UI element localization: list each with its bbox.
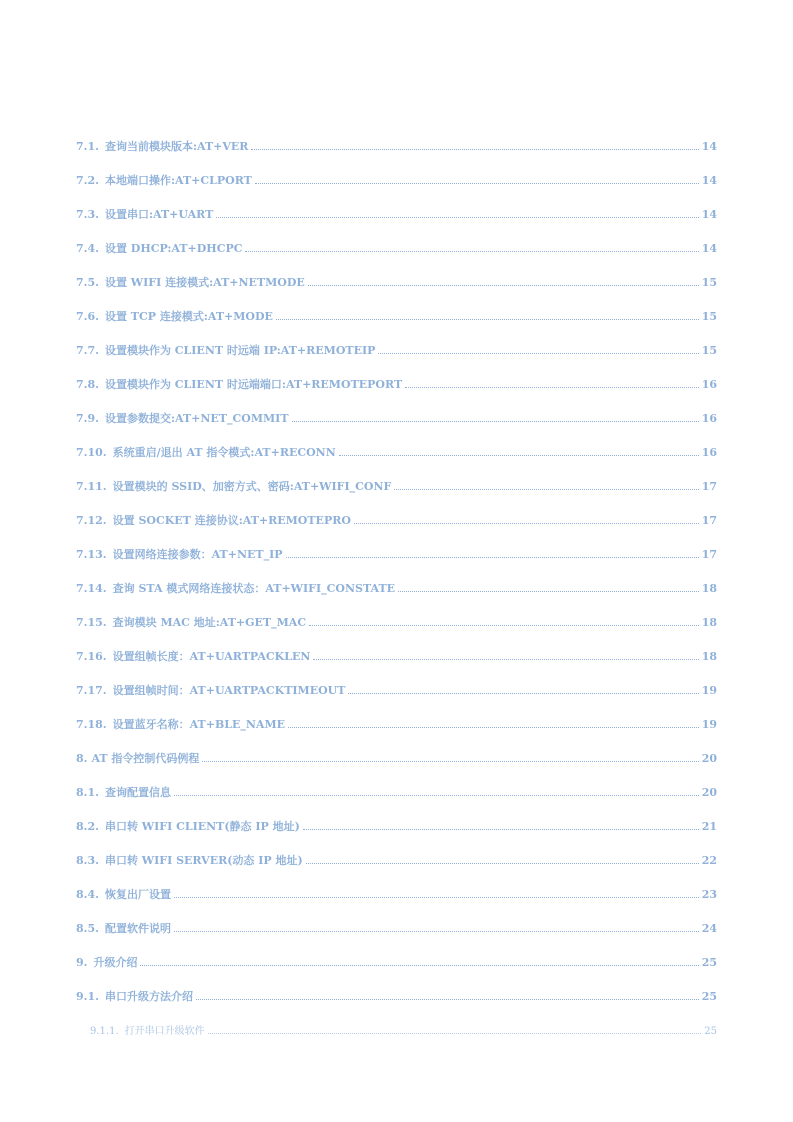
toc-entry-8-5[interactable] <box>76 920 717 936</box>
toc-entry-number: 7.16. <box>76 650 107 663</box>
toc-entry-page: 21 <box>701 820 717 833</box>
toc-entry-page: 18 <box>701 582 717 595</box>
toc-entry-title: 设置模块的 SSID、加密方式、密码:AT+WIFI_CONF <box>112 480 392 493</box>
toc-entry-7-14[interactable] <box>76 580 717 596</box>
toc-entry-7-7[interactable] <box>76 342 717 358</box>
toc-entry-page: 25 <box>701 990 717 1003</box>
toc-entry-number: 7.10. <box>76 446 107 459</box>
toc-entry-title: 打开串口升级软件 <box>124 1026 205 1037</box>
toc-entry-number: 7.11. <box>76 480 107 493</box>
dot-leader <box>398 591 699 592</box>
toc-entry-page: 24 <box>701 922 717 935</box>
toc-entry-title: 串口转 WIFI SERVER(动态 IP 地址) <box>104 854 303 867</box>
toc-entry-title: AT 指令控制代码例程 <box>91 752 200 765</box>
dot-leader <box>308 285 699 286</box>
toc-entry-page: 17 <box>701 548 717 561</box>
toc-entry-page: 16 <box>701 446 717 459</box>
toc-entry-8-4[interactable] <box>76 886 717 902</box>
toc-entry-title: 查询当前模块版本:AT+VER <box>104 140 249 153</box>
toc-entry-title: 查询配置信息 <box>104 786 171 799</box>
dot-leader <box>208 1033 702 1034</box>
toc-entry-title: 系统重启/退出 AT 指令模式:AT+RECONN <box>112 446 336 459</box>
dot-leader <box>303 829 699 830</box>
toc-entry-9-1-1[interactable] <box>90 1022 717 1037</box>
toc-entry-7-9[interactable] <box>76 410 717 426</box>
toc-entry-number: 7.6. <box>76 310 99 323</box>
toc-entry-number: 7.13. <box>76 548 107 561</box>
toc-entry-title: 设置 DHCP:AT+DHCPC <box>104 242 243 255</box>
toc-entry-7-11[interactable] <box>76 478 717 494</box>
toc-entry-page: 14 <box>701 208 717 221</box>
toc-entry-7-15[interactable] <box>76 614 717 630</box>
toc-entry-7-8[interactable] <box>76 376 717 392</box>
toc-entry-number: 8.5. <box>76 922 99 935</box>
toc-entry-page: 20 <box>701 786 717 799</box>
toc-entry-title: 设置网络连接参数：AT+NET_IP <box>112 548 283 561</box>
toc-entry-page: 14 <box>701 242 717 255</box>
dot-leader <box>202 761 698 762</box>
toc-entry-8-3[interactable] <box>76 852 717 868</box>
toc-entry-8-2[interactable] <box>76 818 717 834</box>
toc-entry-page: 17 <box>701 514 717 527</box>
toc-entry-number: 7.4. <box>76 242 99 255</box>
toc-entry-page: 17 <box>701 480 717 493</box>
toc-entry-number: 7.17. <box>76 684 107 697</box>
toc-entry-number: 7.3. <box>76 208 99 221</box>
toc-entry-title: 设置参数提交:AT+NET_COMMIT <box>104 412 289 425</box>
toc-entry-page: 15 <box>701 276 717 289</box>
toc-entry-title: 设置 TCP 连接模式:AT+MODE <box>104 310 273 323</box>
toc-entry-7-18[interactable] <box>76 716 717 732</box>
toc-entry-page: 19 <box>701 684 717 697</box>
toc-entry-title: 设置组帧时间：AT+UARTPACKTIMEOUT <box>112 684 346 697</box>
dot-leader <box>286 557 699 558</box>
toc-entry-7-16[interactable] <box>76 648 717 664</box>
toc-entry-8-1[interactable] <box>76 784 717 800</box>
toc-entry-9[interactable] <box>76 954 717 970</box>
toc-entry-page: 19 <box>701 718 717 731</box>
toc-entry-number: 7.2. <box>76 174 99 187</box>
toc-entry-number: 8.4. <box>76 888 99 901</box>
toc-entry-number: 7.7. <box>76 344 99 357</box>
dot-leader <box>339 455 699 456</box>
dot-leader <box>394 489 698 490</box>
toc-entry-8[interactable] <box>76 750 717 766</box>
toc-entry-number: 7.18. <box>76 718 107 731</box>
toc-entry-number: 7.12. <box>76 514 107 527</box>
dot-leader <box>309 625 699 626</box>
toc-entry-page: 18 <box>701 650 717 663</box>
toc-entry-title: 本地端口操作:AT+CLPORT <box>104 174 252 187</box>
toc-entry-7-17[interactable] <box>76 682 717 698</box>
toc-entry-number: 9.1. <box>76 990 99 1003</box>
dot-leader <box>276 319 699 320</box>
toc-entry-number: 9.1.1. <box>90 1026 119 1037</box>
dot-leader <box>245 251 698 252</box>
toc-entry-page: 22 <box>701 854 717 867</box>
toc-entry-number: 7.1. <box>76 140 99 153</box>
toc-entry-number: 8.2. <box>76 820 99 833</box>
dot-leader <box>174 795 699 796</box>
toc-entry-7-10[interactable] <box>76 444 717 460</box>
dot-leader <box>292 421 699 422</box>
toc-entry-title: 设置组帧长度：AT+UARTPACKLEN <box>112 650 311 663</box>
toc-entry-7-6[interactable] <box>76 308 717 324</box>
toc-entry-number: 7.14. <box>76 582 107 595</box>
toc-entry-page: 16 <box>701 378 717 391</box>
toc-entry-number: 7.5. <box>76 276 99 289</box>
toc-entry-7-2[interactable] <box>76 172 717 188</box>
toc-entry-page: 14 <box>701 140 717 153</box>
dot-leader <box>255 183 699 184</box>
dot-leader <box>140 965 698 966</box>
toc-entry-7-1[interactable] <box>76 138 717 154</box>
dot-leader <box>288 727 699 728</box>
toc-entry-title: 升级介绍 <box>93 956 138 969</box>
dot-leader <box>196 999 699 1000</box>
toc-entry-7-12[interactable] <box>76 512 717 528</box>
dot-leader <box>174 931 699 932</box>
toc-entry-number: 7.15. <box>76 616 107 629</box>
dot-leader <box>306 863 699 864</box>
dot-leader <box>348 693 698 694</box>
dot-leader <box>378 353 698 354</box>
toc-entry-page: 20 <box>701 752 717 765</box>
toc-entry-title: 配置软件说明 <box>104 922 171 935</box>
toc-entry-page: 18 <box>701 616 717 629</box>
toc-entry-number: 8.3. <box>76 854 99 867</box>
toc-entry-page: 16 <box>701 412 717 425</box>
toc-entry-number: 8. <box>76 752 88 765</box>
toc-entry-title: 设置 WIFI 连接模式:AT+NETMODE <box>104 276 305 289</box>
toc-entry-page: 25 <box>704 1026 717 1037</box>
dot-leader <box>405 387 699 388</box>
toc-entry-number: 7.9. <box>76 412 99 425</box>
toc-entry-title: 设置模块作为 CLIENT 时远端 IP:AT+REMOTEIP <box>104 344 376 357</box>
toc-entry-7-3[interactable] <box>76 206 717 222</box>
toc-entry-page: 15 <box>701 310 717 323</box>
dot-leader <box>174 897 699 898</box>
dot-leader <box>354 523 699 524</box>
toc-entry-title: 查询模块 MAC 地址:AT+GET_MAC <box>112 616 307 629</box>
toc-entry-9-1[interactable] <box>76 988 717 1004</box>
toc-entry-number: 9. <box>76 956 88 969</box>
dot-leader <box>251 149 698 150</box>
toc-entry-page: 25 <box>701 956 717 969</box>
toc-entry-title: 查询 STA 模式网络连接状态：AT+WIFI_CONSTATE <box>112 582 396 595</box>
toc-entry-title: 恢复出厂设置 <box>104 888 171 901</box>
toc-entry-page: 15 <box>701 344 717 357</box>
toc-entry-title: 设置串口:AT+UART <box>104 208 214 221</box>
toc-entry-number: 8.1. <box>76 786 99 799</box>
toc-entry-title: 设置蓝牙名称：AT+BLE_NAME <box>112 718 286 731</box>
toc-entry-7-13[interactable] <box>76 546 717 562</box>
toc-entry-title: 设置 SOCKET 连接协议:AT+REMOTEPRO <box>112 514 351 527</box>
toc-entry-title: 串口转 WIFI CLIENT(静态 IP 地址) <box>104 820 300 833</box>
toc-entry-title: 设置模块作为 CLIENT 时远端端口:AT+REMOTEPORT <box>104 378 403 391</box>
dot-leader <box>216 217 698 218</box>
toc-entry-page: 23 <box>701 888 717 901</box>
toc-entry-7-5[interactable] <box>76 274 717 290</box>
toc-entry-title: 串口升级方法介绍 <box>104 990 193 1003</box>
toc-entry-number: 7.8. <box>76 378 99 391</box>
dot-leader <box>313 659 698 660</box>
toc-entry-page: 14 <box>701 174 717 187</box>
toc-entry-7-4[interactable] <box>76 240 717 256</box>
